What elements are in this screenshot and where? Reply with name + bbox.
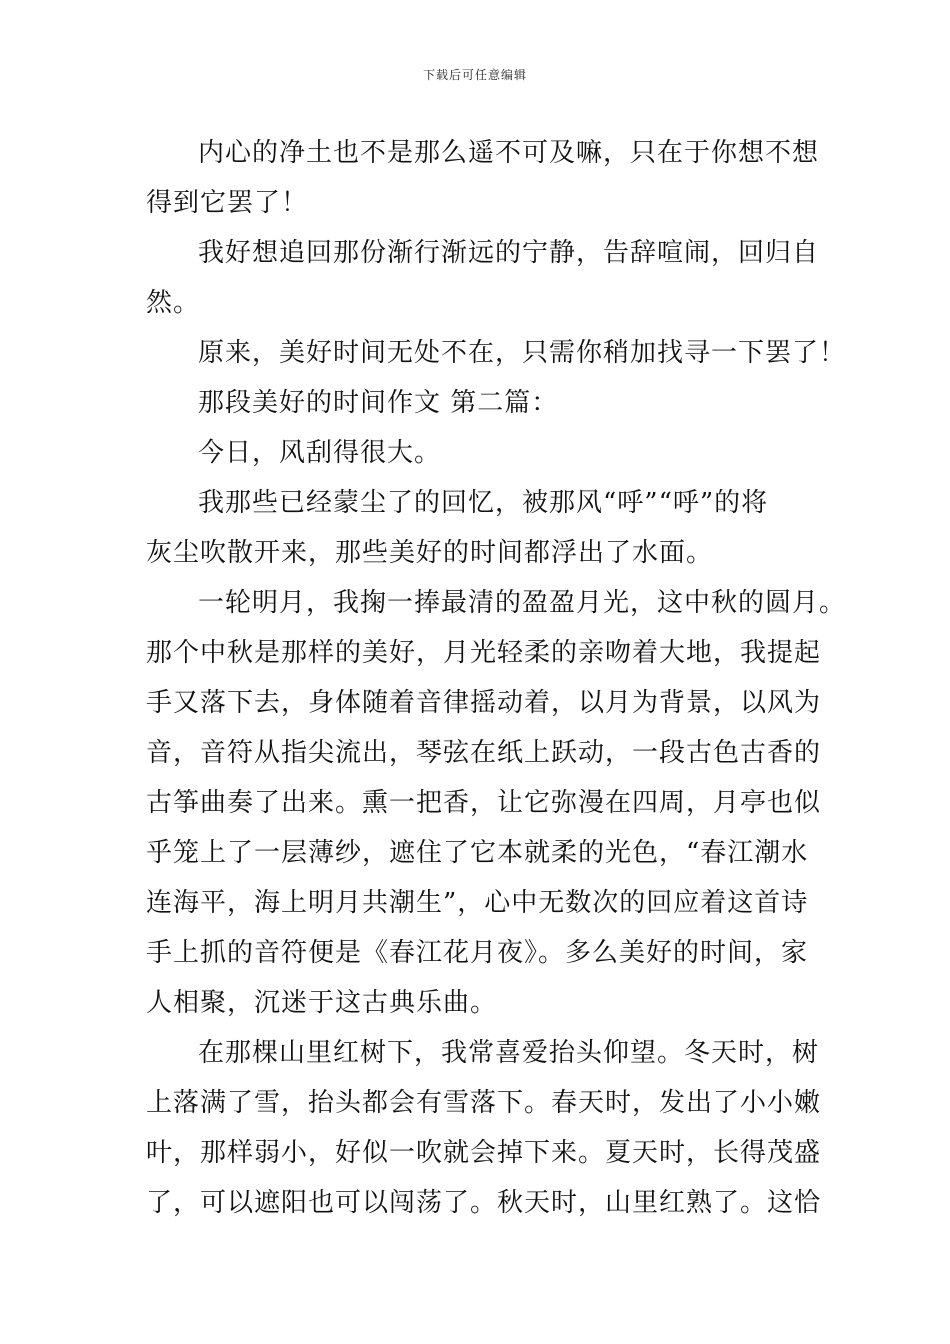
document-body xyxy=(146,128,847,1228)
text-line: 连海平，海上明月共潮生”，心中无数次的回应着这首诗 xyxy=(146,888,809,918)
text-line: 我那些已经蒙尘了的回忆，被那风“呼”“呼”的将 xyxy=(198,488,769,518)
text-line: 上落满了雪，抬头都会有雪落下。春天时，发出了小小嫩 xyxy=(146,1088,822,1118)
text-line: 灰尘吹散开来，那些美好的时间都浮出了水面。 xyxy=(146,538,714,568)
page-header: 下载后可任意编辑 xyxy=(422,68,527,82)
text-line: 今日，风刮得很大。 xyxy=(198,438,442,468)
section-heading: 那段美好的时间作文 第二篇： xyxy=(198,388,559,418)
text-line: 古筝曲奏了出来。熏一把香，让它弥漫在四周，月亭也似 xyxy=(146,788,822,818)
text-line: 内心的净土也不是那么遥不可及嘛，只在于你想不想 xyxy=(198,138,820,168)
text-line: 手又落下去，身体随着音律摇动着，以月为背景，以风为 xyxy=(146,688,822,718)
text-line: 一轮明月，我掬一捧最清的盈盈月光，这中秋的圆月。 xyxy=(198,588,847,618)
text-line: 音，音符从指尖流出，琴弦在纸上跃动，一段古色古香的 xyxy=(146,738,822,768)
text-line: 在那棵山里红树下，我常喜爱抬头仰望。冬天时，树 xyxy=(198,1038,820,1068)
text-line: 手上抓的音符便是《春江花月夜》。多么美好的时间，家 xyxy=(146,938,809,968)
text-line: 叶，那样弱小，好似一吹就会掉下来。夏天时，长得茂盛 xyxy=(146,1138,822,1168)
text-line: 乎笼上了一层薄纱，遮住了它本就柔的光色，“春江潮水 xyxy=(146,838,809,868)
text-line: 了，可以遮阳也可以闯荡了。秋天时，山里红熟了。这恰 xyxy=(146,1188,822,1218)
text-line: 原来，美好时间无处不在，只需你稍加找寻一下罢了！ xyxy=(198,338,847,368)
text-line: 得到它罢了！ xyxy=(146,188,309,218)
text-line: 我好想追回那份渐行渐远的宁静，告辞喧闹，回归自 xyxy=(198,238,820,268)
text-line: 那个中秋是那样的美好，月光轻柔的亲吻着大地，我提起 xyxy=(146,638,822,668)
text-line: 人相聚，沉迷于这古典乐曲。 xyxy=(146,988,498,1018)
text-line: 然。 xyxy=(146,288,201,318)
